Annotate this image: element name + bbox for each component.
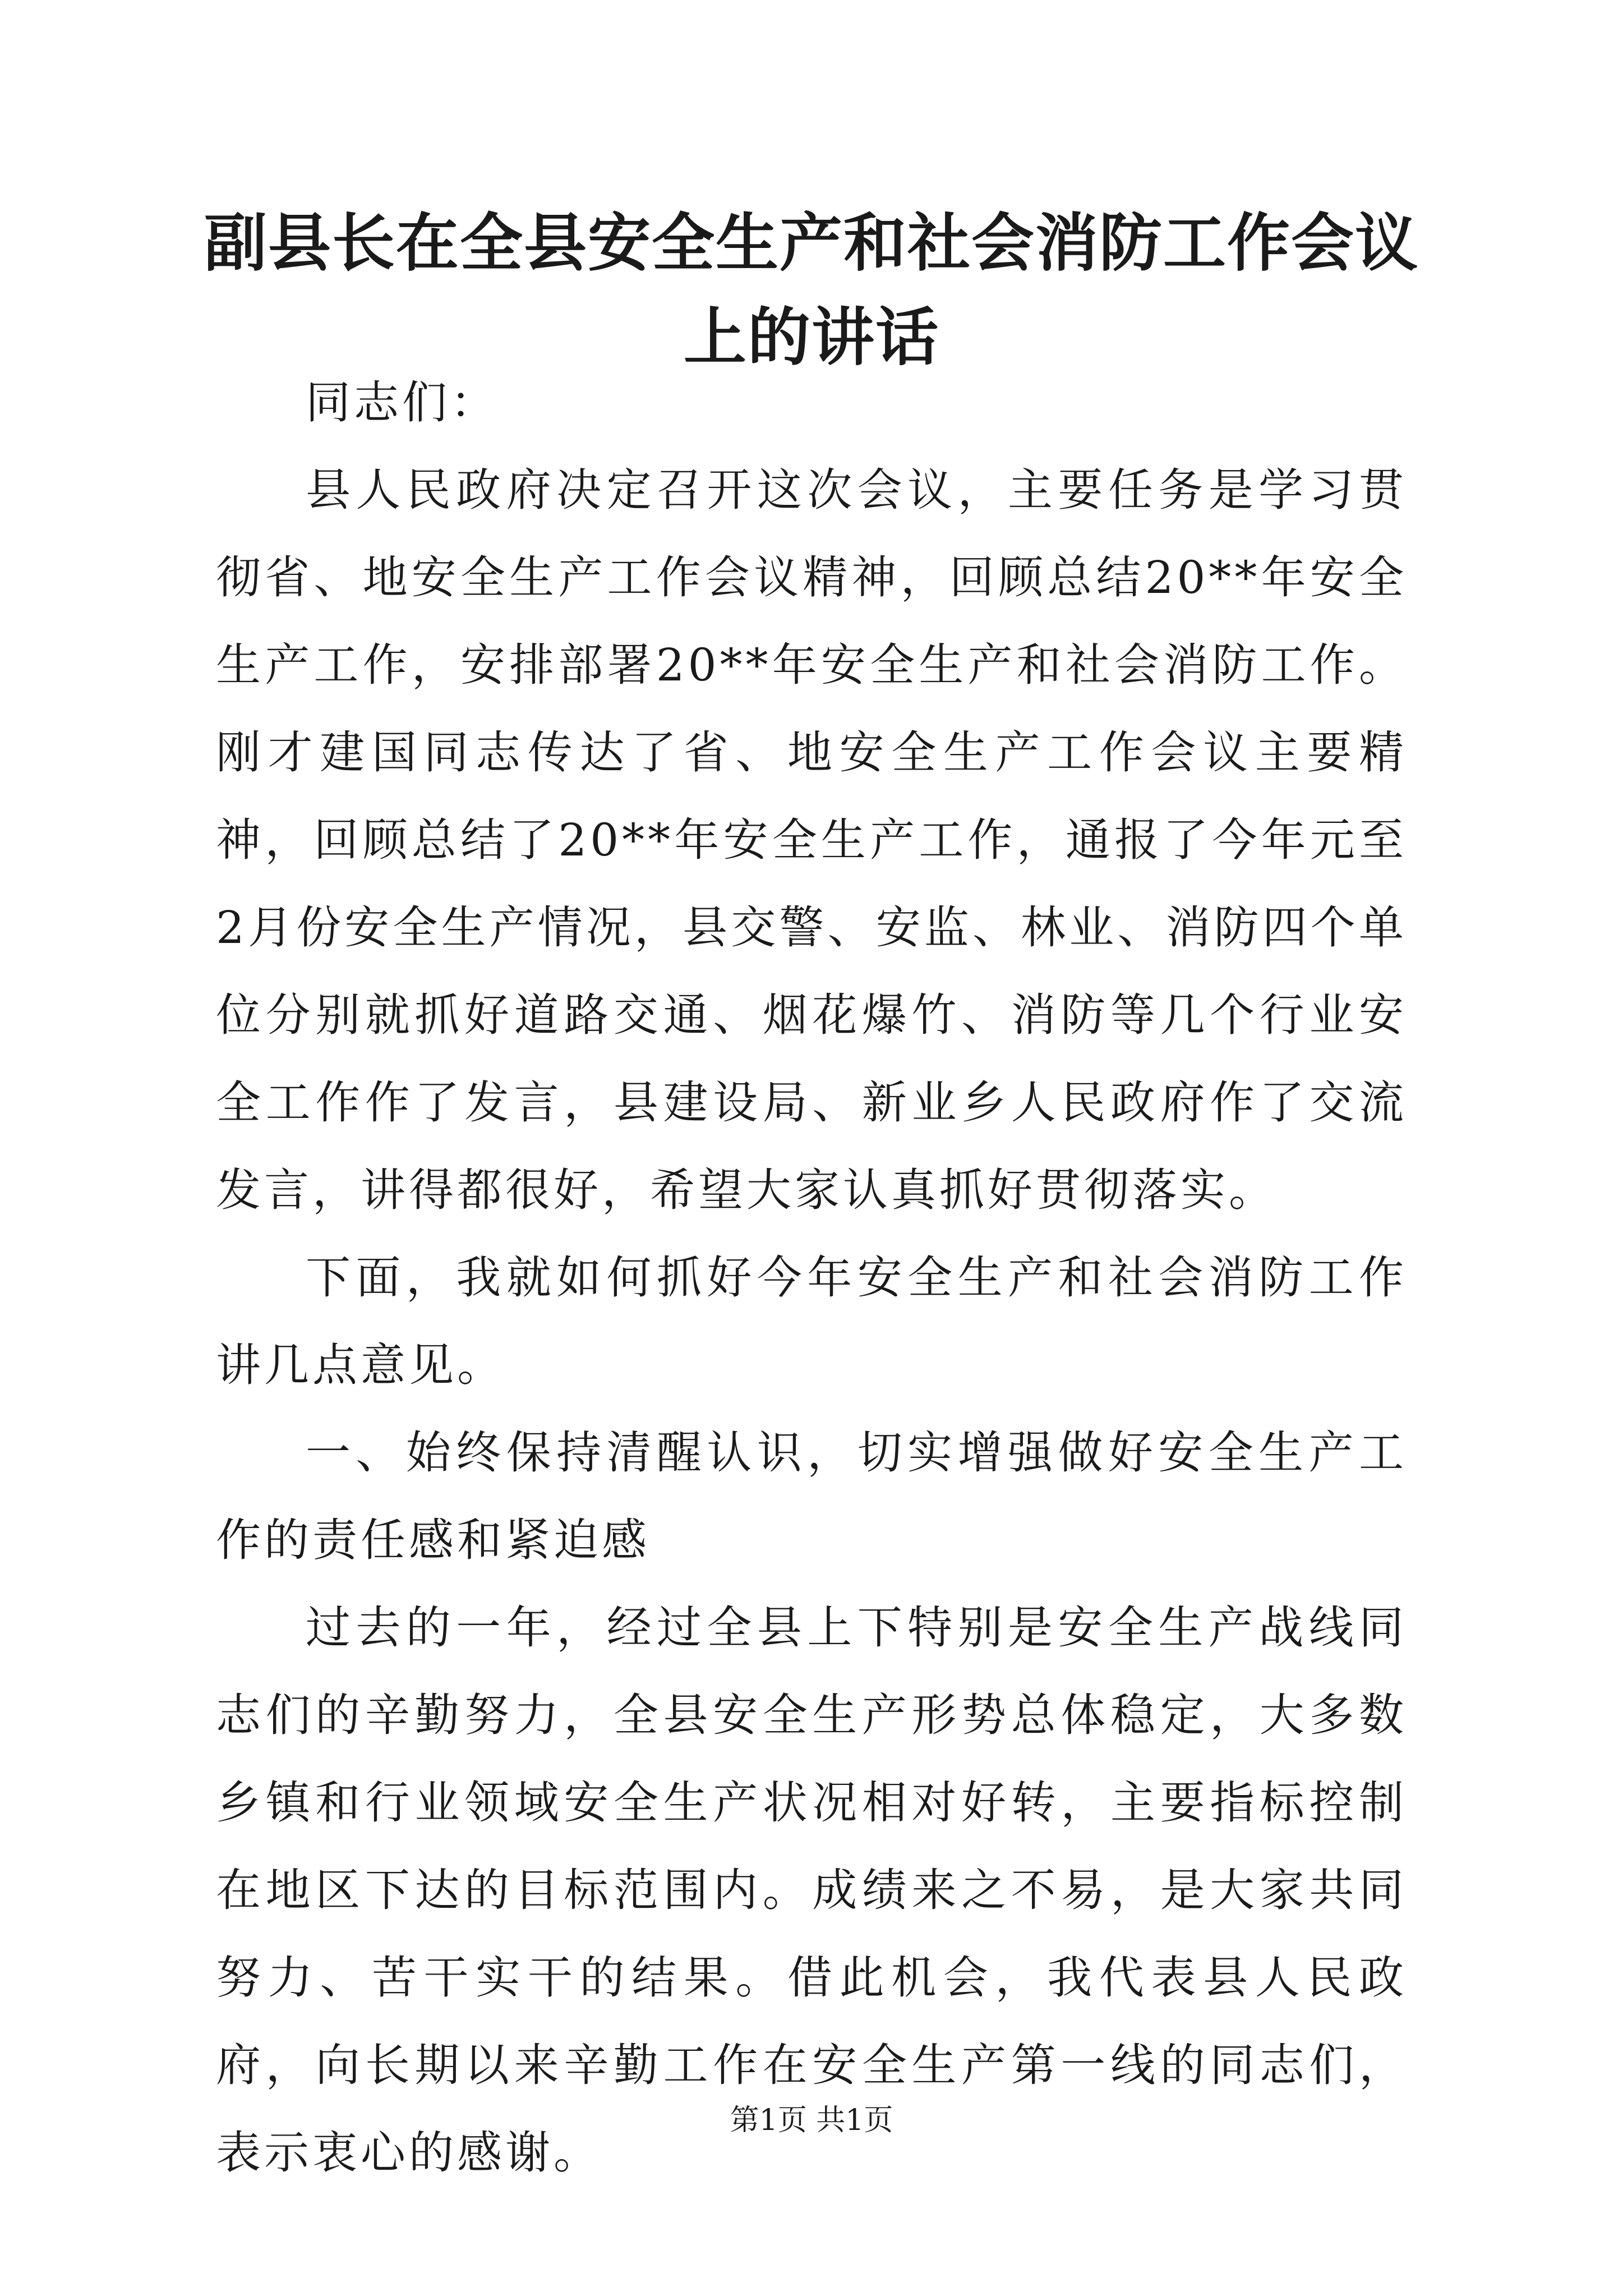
body-paragraph: 下面，我就如何抓好今年安全生产和社会消防工作讲几点意见。 [216, 1251, 1407, 1391]
salutation-paragraph: 同志们： [306, 376, 499, 429]
section-heading: 一、始终保持清醒认识，切实增强做好安全生产工作的责任感和紧迫感 [216, 1427, 1407, 1566]
page-number-footer: 第1页 共1页 [730, 2104, 893, 2137]
body-paragraph: 县人民政府决定召开这次会议，主要任务是学习贯彻省、地安全生产工作会议精神，回顾总结20**年安全生产工作，安排部署20**年安全生产和社会消防工作。刚才建国同志传达了省、地安全生产工作会议主要精神，回顾总结了20**年安全生产工作，通报了今年元至2月份安全生产情况，县交警、安监、林业、消防四个单位分别就抓好道路交通、烟花爆竹、消防等几个行业安全工作作了发言，县建设局、新业乡人民政府作了交流发言，讲得都很好，希望大家认真抓好贯彻落实。 [216, 464, 1407, 1216]
body-paragraph: 过去的一年，经过全县上下特别是安全生产战线同志们的辛勤努力，全县安全生产形势总体稳定，大多数乡镇和行业领域安全生产状况相对好转，主要指标控制在地区下达的目标范围内。成绩来之不易，是大家共同努力、苦干实干的结果。借此机会，我代表县人民政府，向长期以来辛勤工作在安全生产第一线的同志们，表示衷心的感谢。 [216, 1602, 1407, 2179]
document-title: 副县长在全县安全生产和社会消防工作会议上的讲话 [204, 206, 1419, 374]
document-body [216, 359, 1407, 2197]
